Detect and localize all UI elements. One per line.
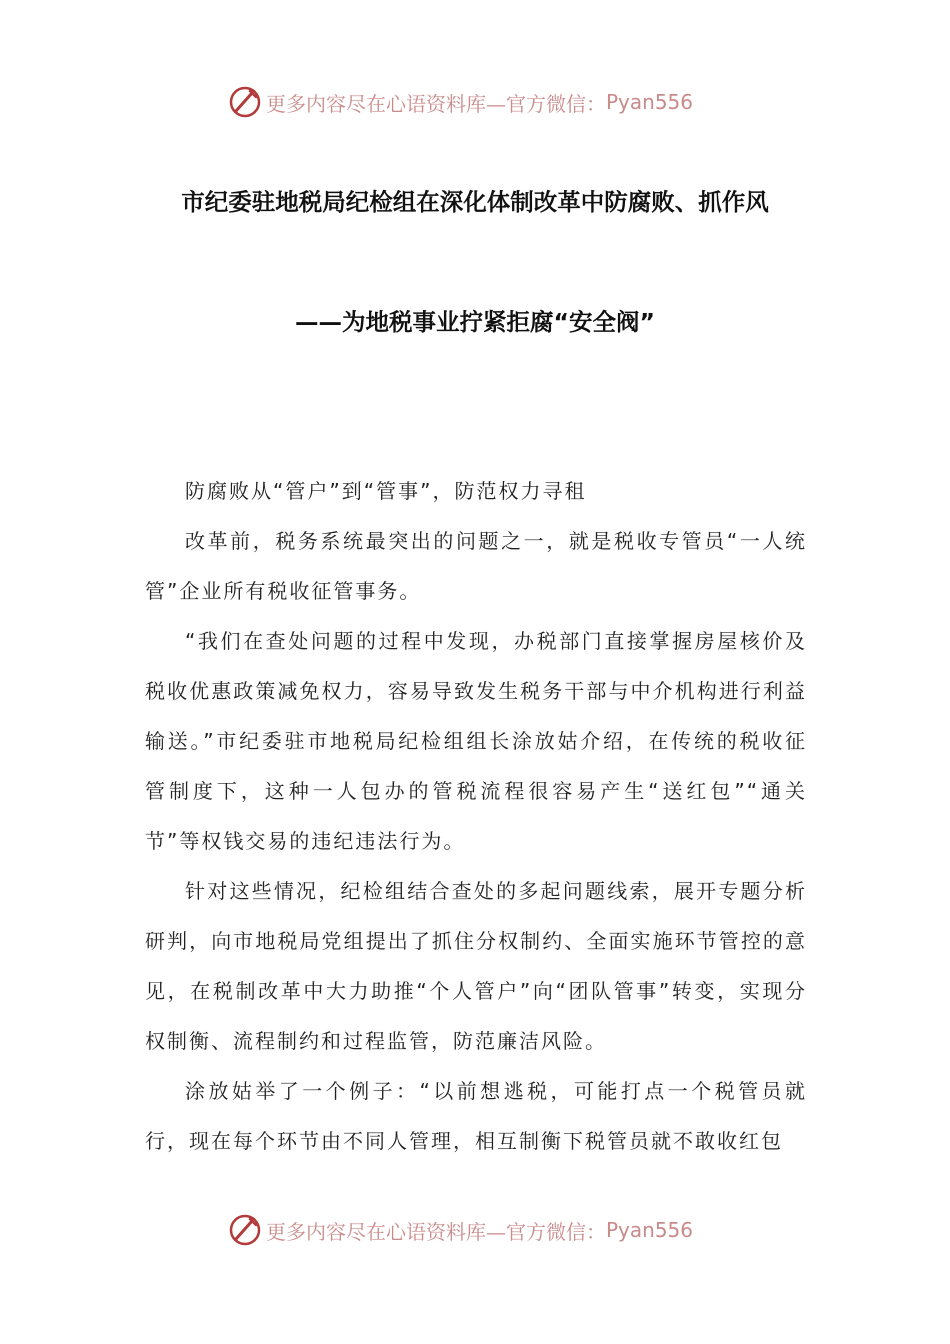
watermark-wechat-id: Pyan556 (606, 1218, 694, 1242)
header-watermark (0, 82, 950, 122)
document-title: 市纪委驻地税局纪检组在深化体制改革中防腐败、抓作风 (181, 188, 769, 216)
pen-logo-icon (228, 1213, 262, 1247)
watermark-text: 更多内容尽在心语资料库—官方微信： (266, 91, 606, 116)
watermark-text: 更多内容尽在心语资料库—官方微信： (266, 1219, 606, 1244)
paragraph: “我们在查处问题的过程中发现，办税部门直接掌握房屋核价及税收优惠政策减免权力，容易导致发生税务干部与中介机构进行利益输送。”市纪委驻市地税局纪检组组长涂放姑介绍，在传统的税收征管制度下，这种一人包办的管税流程很容易产生“送红包”“通关节”等权钱交易的违纪违法行为。 (145, 629, 807, 853)
section-heading: 防腐败从“管户”到“管事”，防范权力寻租 (185, 479, 587, 503)
watermark-wechat-id: Pyan556 (606, 90, 694, 114)
paragraph: 改革前，税务系统最突出的问题之一，就是税收专管员“一人统管”企业所有税收征管事务。 (145, 529, 807, 603)
pen-logo-icon (228, 85, 262, 119)
footer-watermark (0, 1210, 950, 1250)
document-body (145, 466, 807, 1166)
document-subtitle: ——为地税事业拧紧拒腐“安全阀” (295, 308, 655, 336)
paragraph: 涂放姑举了一个例子：“以前想逃税，可能打点一个税管员就行，现在每个环节由不同人管理，相互制衡下税管员就不敢收红包 (145, 1079, 807, 1153)
paragraph: 针对这些情况，纪检组结合查处的多起问题线索，展开专题分析研判，向市地税局党组提出了抓住分权制约、全面实施环节管控的意见，在税制改革中大力助推“个人管户”向“团队管事”转变，实现分权制衡、流程制约和过程监管，防范廉洁风险。 (145, 879, 807, 1053)
